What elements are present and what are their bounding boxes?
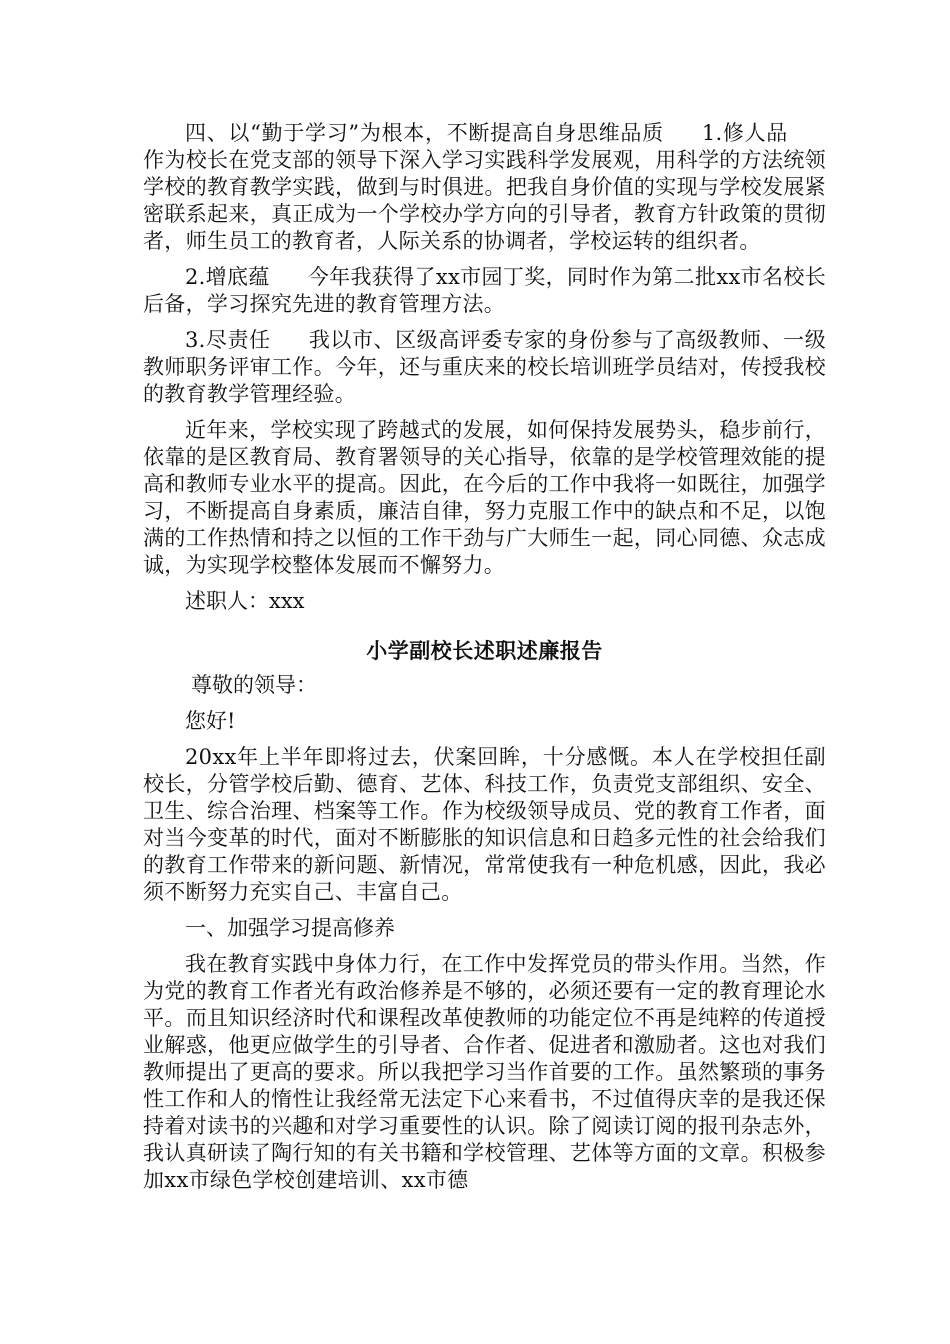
paragraph-conclusion: 近年来，学校实现了跨越式的发展，如何保持发展势头，稳步前行，依靠的是区教育局、教育署领导的关心指导，依靠的是学校管理效能的提高和教师专业水平的提高。因此，在今后的工作中我将一如既往，加强学习，不断提高自身素质，廉洁自律，努力克服工作中的缺点和不足，以饱满的工作热情和持之以恒的工作干劲与广大师生一起，同心同德、众志成诚，为实现学校整体发展而不懈努力。 (143, 418, 826, 577)
item-text: 我以市、区级高评委专家的身份参与了高级教师、一级教师职务评审工作。今年，还与重庆来的校长培训班学员结对，传授我校的教育教学管理经验。 (143, 328, 826, 406)
item-label: 2.增底蕴 (185, 265, 270, 289)
item-text: 作为校长在党支部的领导下深入学习实践科学发展观，用科学的方法统领学校的教育教学实践，做到与时俱进。把我自身价值的实现与学校发展紧密联系起来，真正成为一个学校办学方向的引导者，教育方针政策的贯彻者，师生员工的教育者，人际关系的协调者，学校运转的组织者。 (143, 148, 826, 253)
report-title: 小学副校长述职述廉报告 (366, 638, 603, 663)
item-label: 3.尽责任 (185, 328, 271, 352)
greeting: 您好! (185, 709, 236, 733)
paragraph-self-improvement (143, 120, 826, 255)
item-label: 1.修人品 (701, 121, 788, 145)
item-text: 今年我获得了xx市园丁奖，同时作为第二批xx市名校长后备，学习探究先进的教育管理方法。 (143, 265, 827, 316)
section-heading-study: 一、加强学习提高修养 (185, 916, 395, 940)
paragraph-intro: 20xx年上半年即将过去，伏案回眸，十分感慨。本人在学校担任副校长，分管学校后勤、德育、艺体、科技工作，负责党支部组织、安全、卫生、综合治理、档案等工作。作为校级领导成员、党的教育工作者，面对当今变革的时代，面对不断膨胀的知识信息和日趋多元性的社会给我们的教育工作带来的新问题、新情况，常常使我有一种危机感，因此，我必须不断努力充实自己、丰富自己。 (143, 745, 826, 904)
paragraph-responsibility (143, 327, 826, 408)
salutation: 尊敬的领导： (191, 673, 317, 697)
paragraph-study: 我在教育实践中身体力行，在工作中发挥党员的带头作用。当然，作为党的教育工作者光有政治修养是不够的，必须还要有一定的教育理论水平。而且知识经济时代和课程改革使教师的功能定位不再是纯粹的传道授业解惑，他更应做学生的引导者、合作者、促进者和激励者。这也对我们教师提出了更高的要求。所以我把学习当作首要的工作。虽然繁琐的事务性工作和人的惰性让我经常无法定下心来看书，不过值得庆幸的是我还保持着对读书的兴趣和对学习重要性的认识。除了阅读订阅的报刊杂志外，我认真研读了陶行知的有关书籍和学校管理、艺体等方面的文章。积极参加xx市绿色学校创建培训、xx市德 (143, 952, 826, 1192)
signature: 述职人：xxx (185, 589, 305, 613)
section-heading: 四、以“勤于学习”为根本，不断提高自身思维品质 (185, 121, 664, 145)
paragraph-knowledge (143, 264, 826, 318)
document-page (143, 120, 826, 1203)
